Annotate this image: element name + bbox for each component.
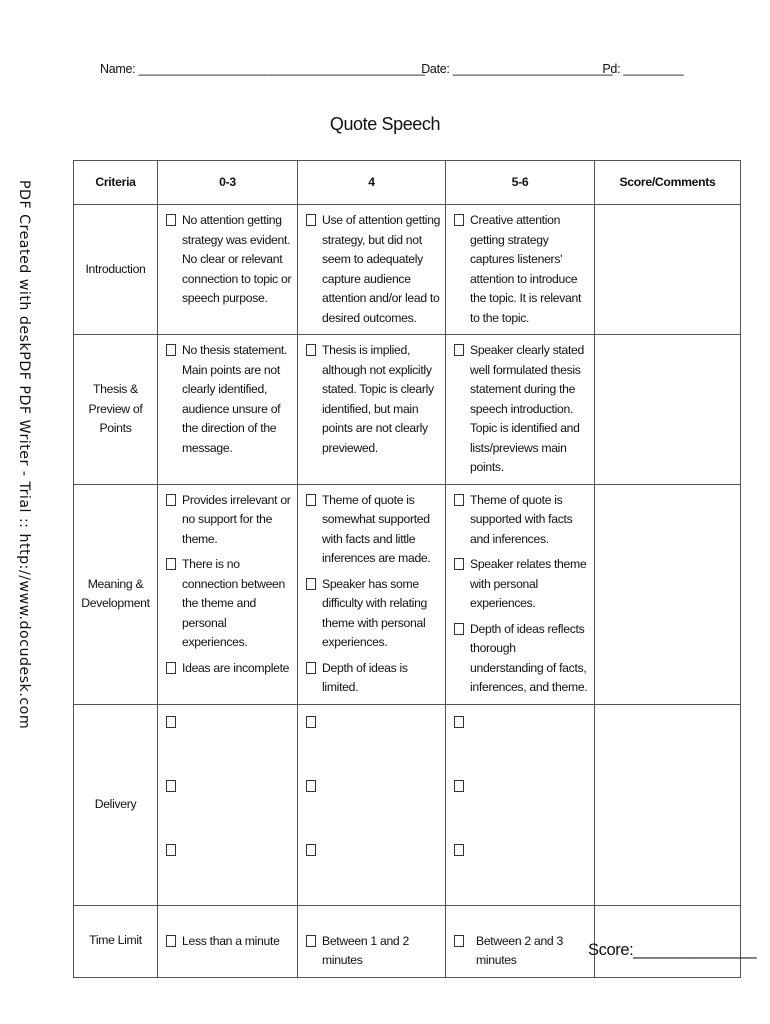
- checkbox[interactable]: [454, 558, 464, 570]
- cell-0-3: [158, 905, 298, 977]
- name-field[interactable]: Name: ___________________________________________: [100, 62, 425, 76]
- rubric-table: [73, 160, 741, 978]
- checkbox[interactable]: [454, 780, 464, 792]
- checkbox[interactable]: [454, 214, 464, 226]
- cell-5-6: [446, 205, 595, 335]
- rubric-item[interactable]: Theme of quote is somewhat supported with facts and little inferences are made.: [306, 491, 441, 569]
- cell-5-6: [446, 335, 595, 485]
- total-score-field[interactable]: Score:______________: [588, 941, 757, 959]
- header-score-comments: Score/Comments: [595, 161, 741, 205]
- checkbox[interactable]: [306, 214, 316, 226]
- score-comments-cell[interactable]: [595, 335, 741, 485]
- rubric-item[interactable]: [454, 841, 590, 905]
- rubric-item[interactable]: Provides irrelevant or no support for the theme.: [166, 491, 293, 550]
- period-field[interactable]: Pd: _________: [602, 62, 684, 76]
- cell-4: [298, 704, 446, 905]
- cell-5-6: [446, 905, 595, 977]
- rubric-item[interactable]: [166, 777, 293, 841]
- rubric-item[interactable]: Speaker has some difficulty with relating theme with personal experiences.: [306, 575, 441, 653]
- checkbox[interactable]: [306, 935, 316, 947]
- rubric-item[interactable]: [454, 713, 590, 777]
- checkbox[interactable]: [306, 716, 316, 728]
- score-comments-cell[interactable]: [595, 205, 741, 335]
- cell-4: [298, 905, 446, 977]
- rubric-item[interactable]: [306, 777, 441, 841]
- row-delivery: [74, 704, 741, 905]
- checkbox[interactable]: [454, 844, 464, 856]
- criteria-label: Meaning & Development: [74, 484, 158, 704]
- header-4: 4: [298, 161, 446, 205]
- rubric-item[interactable]: Theme of quote is supported with facts and inferences.: [454, 491, 590, 550]
- cell-4: [298, 335, 446, 485]
- cell-0-3: [158, 484, 298, 704]
- criteria-label: Introduction: [74, 205, 158, 335]
- rubric-item[interactable]: Between 2 and 3 minutes: [454, 932, 590, 971]
- rubric-item[interactable]: Speaker relates theme with personal experiences.: [454, 555, 590, 614]
- rubric-item[interactable]: Depth of ideas reflects thorough understanding of facts, inferences, and theme.: [454, 620, 590, 698]
- checkbox[interactable]: [166, 716, 176, 728]
- watermark: [10, 180, 32, 840]
- checkbox[interactable]: [306, 578, 316, 590]
- rubric-item[interactable]: Speaker clearly stated well formulated thesis statement during the speech introduction. Topic is identified and lists/previews main points.: [454, 341, 590, 478]
- checkbox[interactable]: [306, 494, 316, 506]
- checkbox[interactable]: [166, 344, 176, 356]
- header-5-6: 5-6: [446, 161, 595, 205]
- rubric-item[interactable]: Creative attention getting strategy captures listeners' attention to introduce the topic. It is relevant to the topic.: [454, 211, 590, 328]
- header-0-3: 0-3: [158, 161, 298, 205]
- cell-0-3: [158, 335, 298, 485]
- cell-0-3: [158, 704, 298, 905]
- checkbox[interactable]: [166, 494, 176, 506]
- rubric-item[interactable]: Ideas are incomplete: [166, 659, 293, 679]
- checkbox[interactable]: [306, 344, 316, 356]
- rubric-item[interactable]: Use of attention getting strategy, but did not seem to adequately capture audience attention and/or lead to desired outcomes.: [306, 211, 441, 328]
- row-meaning-development: [74, 484, 741, 704]
- header-fields: [100, 62, 683, 76]
- checkbox[interactable]: [306, 844, 316, 856]
- criteria-label: Time Limit: [74, 905, 158, 977]
- criteria-label: Thesis & Preview of Points: [74, 335, 158, 485]
- header-criteria: Criteria: [74, 161, 158, 205]
- checkbox[interactable]: [166, 214, 176, 226]
- checkbox[interactable]: [166, 844, 176, 856]
- row-thesis: [74, 335, 741, 485]
- checkbox[interactable]: [454, 494, 464, 506]
- rubric-item[interactable]: [454, 777, 590, 841]
- rubric-item[interactable]: [166, 713, 293, 777]
- checkbox[interactable]: [454, 716, 464, 728]
- rubric-item[interactable]: Depth of ideas is limited.: [306, 659, 441, 698]
- date-field[interactable]: Date: ________________________: [421, 62, 613, 76]
- checkbox[interactable]: [454, 623, 464, 635]
- checkbox[interactable]: [166, 935, 176, 947]
- cell-4: [298, 205, 446, 335]
- checkbox[interactable]: [306, 780, 316, 792]
- rubric-item[interactable]: Between 1 and 2 minutes: [306, 932, 441, 971]
- cell-4: [298, 484, 446, 704]
- rubric-item[interactable]: No attention getting strategy was evident. No clear or relevant connection to topic or speech purpose.: [166, 211, 293, 309]
- checkbox[interactable]: [166, 662, 176, 674]
- cell-5-6: [446, 704, 595, 905]
- watermark-text: PDF Created with deskPDF PDF Writer - Trial :: http://www.docudesk.com: [16, 180, 32, 730]
- checkbox[interactable]: [166, 558, 176, 570]
- rubric-item[interactable]: [306, 713, 441, 777]
- rubric-item[interactable]: No thesis statement. Main points are not clearly identified, audience unsure of the direction of the message.: [166, 341, 293, 458]
- cell-0-3: [158, 205, 298, 335]
- rubric-item[interactable]: Less than a minute: [166, 932, 293, 952]
- checkbox[interactable]: [454, 935, 464, 947]
- checkbox[interactable]: [166, 780, 176, 792]
- score-comments-cell[interactable]: [595, 704, 741, 905]
- criteria-label: Delivery: [74, 704, 158, 905]
- rubric-item[interactable]: [306, 841, 441, 905]
- score-comments-cell[interactable]: [595, 484, 741, 704]
- rubric-item[interactable]: Thesis is implied, although not explicitly stated. Topic is clearly identified, but main points are not clearly previewed.: [306, 341, 441, 458]
- checkbox[interactable]: [306, 662, 316, 674]
- rubric-item[interactable]: There is no connection between the theme and personal experiences.: [166, 555, 293, 653]
- rubric-item[interactable]: [166, 841, 293, 905]
- row-introduction: [74, 205, 741, 335]
- header-row: [74, 161, 741, 205]
- checkbox[interactable]: [454, 344, 464, 356]
- page-title: Quote Speech: [329, 114, 441, 134]
- cell-5-6: [446, 484, 595, 704]
